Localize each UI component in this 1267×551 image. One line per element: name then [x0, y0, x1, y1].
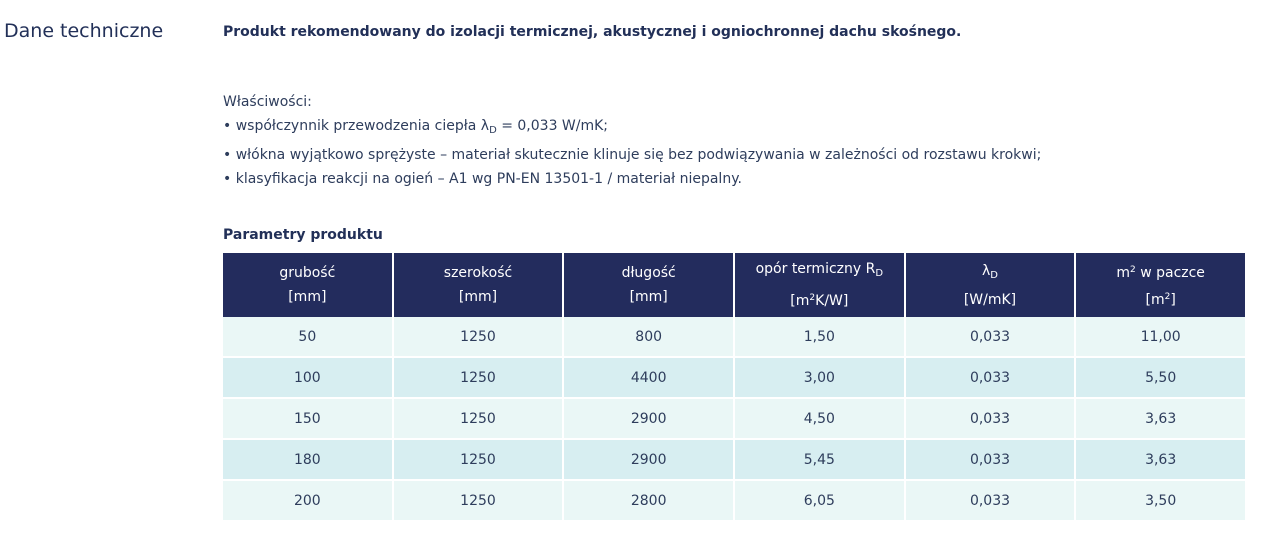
table-row	[223, 399, 1245, 440]
lambda-subscript: D	[489, 125, 497, 136]
cell-resistance: 5,45	[735, 440, 904, 481]
header-superscript: 2	[809, 293, 816, 303]
cell-area: 5,50	[1076, 358, 1245, 399]
properties-heading: Właściwości:	[223, 94, 312, 110]
cell-width: 1250	[394, 399, 563, 440]
header-subscript: D	[875, 268, 884, 279]
cell-area: 11,00	[1076, 317, 1245, 358]
header-unit: [W/mK]	[963, 291, 1017, 308]
table-row	[223, 481, 1245, 522]
table-row	[223, 317, 1245, 358]
table-row	[223, 358, 1245, 399]
product-intro: Produkt rekomendowany do izolacji termicznej, akustycznej i ogniochronnej dachu skośnego.	[223, 24, 962, 40]
header-unit: [mm]	[288, 289, 327, 305]
params-title: Parametry produktu	[223, 227, 383, 243]
cell-resistance: 1,50	[735, 317, 904, 358]
table-row	[223, 440, 1245, 481]
cell-lambda: 0,033	[906, 399, 1075, 440]
header-superscript: 2	[1164, 292, 1171, 302]
header-unit: [m	[1145, 292, 1165, 308]
cell-resistance: 6,05	[735, 481, 904, 522]
header-label: grubość	[279, 265, 336, 281]
params-table	[221, 253, 1247, 522]
cell-resistance: 4,50	[735, 399, 904, 440]
cell-length: 2900	[564, 399, 733, 440]
product-description	[223, 22, 1253, 522]
cell-thickness: 180	[223, 440, 392, 481]
property-text: = 0,033 W/mK;	[496, 118, 609, 134]
header-label: m	[1116, 265, 1131, 281]
header-length	[564, 253, 733, 317]
cell-length: 2800	[564, 481, 733, 522]
cell-thickness: 50	[223, 317, 392, 358]
cell-lambda: 0,033	[906, 440, 1075, 481]
cell-width: 1250	[394, 358, 563, 399]
header-thickness	[223, 253, 392, 317]
header-label: opór termiczny R	[755, 261, 876, 277]
property-item-fibers: • włókna wyjątkowo sprężyste – materiał skutecznie klinuje się bez podwiązywania w zależności od rozstawu krokwi;	[223, 147, 1042, 163]
cell-length: 2900	[564, 440, 733, 481]
header-lambda	[906, 253, 1075, 317]
property-item-fire-class: • klasyfikacja reakcji na ogień – A1 wg PN-EN 13501-1 / materiał niepalny.	[223, 171, 742, 187]
header-unit: ]	[1170, 292, 1176, 308]
cell-lambda: 0,033	[906, 358, 1075, 399]
cell-lambda: 0,033	[906, 481, 1075, 522]
cell-resistance: 3,00	[735, 358, 904, 399]
cell-width: 1250	[394, 440, 563, 481]
cell-area: 3,63	[1076, 440, 1245, 481]
header-label: długość	[621, 265, 676, 281]
cell-thickness: 200	[223, 481, 392, 522]
cell-length: 800	[564, 317, 733, 358]
section-title: Dane techniczne	[4, 20, 164, 42]
cell-thickness: 150	[223, 399, 392, 440]
cell-width: 1250	[394, 317, 563, 358]
property-item-conductivity	[223, 114, 1253, 143]
header-unit: K/W]	[815, 293, 849, 309]
header-unit: [mm]	[458, 289, 498, 305]
cell-width: 1250	[394, 481, 563, 522]
table-header-row	[223, 253, 1245, 317]
cell-area: 3,63	[1076, 399, 1245, 440]
cell-length: 4400	[564, 358, 733, 399]
header-label: szerokość	[443, 265, 513, 281]
header-label: w paczce	[1135, 265, 1205, 281]
property-text: • współczynnik przewodzenia ciepła λ	[223, 118, 490, 134]
header-label: λ	[981, 262, 991, 279]
header-area	[1076, 253, 1245, 317]
cell-thickness: 100	[223, 358, 392, 399]
cell-area: 3,50	[1076, 481, 1245, 522]
header-superscript: 2	[1130, 265, 1136, 275]
cell-lambda: 0,033	[906, 317, 1075, 358]
header-resistance	[735, 253, 904, 317]
header-width	[394, 253, 563, 317]
header-unit: [mm]	[629, 289, 668, 305]
header-unit: [m	[790, 293, 810, 309]
properties-list	[223, 90, 1253, 191]
header-subscript: D	[990, 269, 998, 281]
